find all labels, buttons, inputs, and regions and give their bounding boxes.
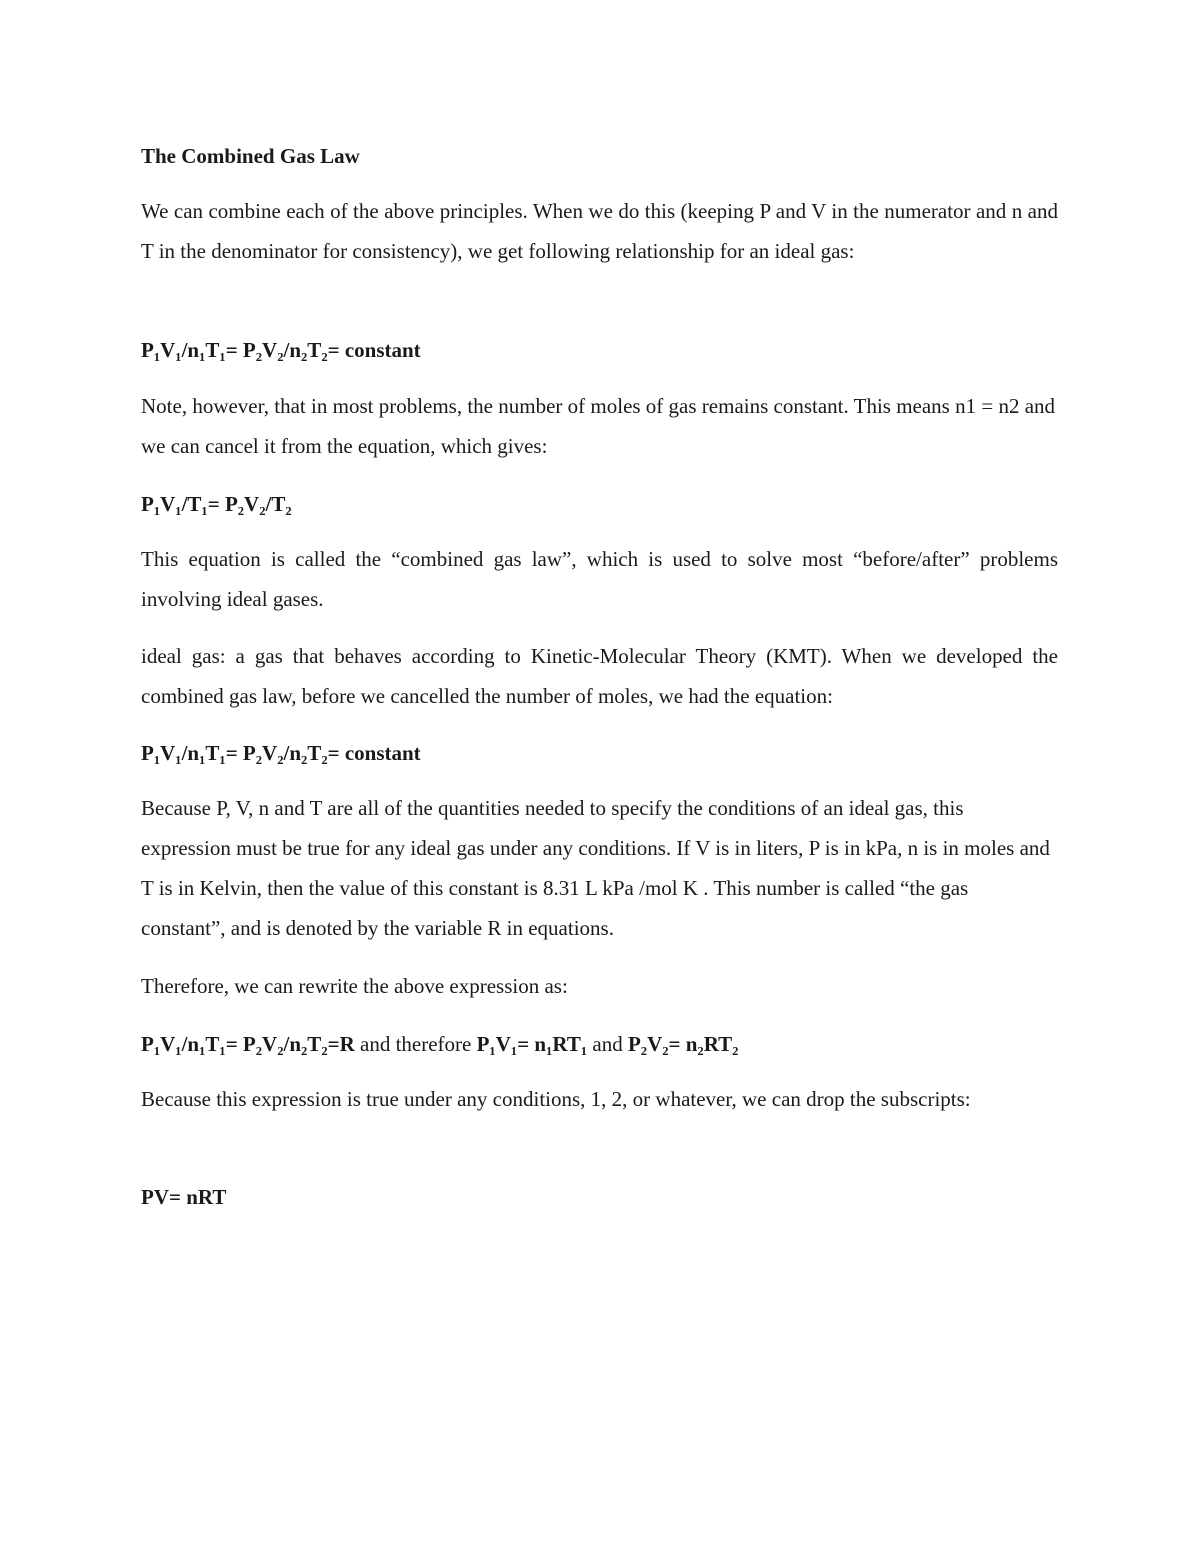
- paragraph-block-4: [141, 636, 1058, 716]
- equation-2: P₁V₁/T₁= P₂V₂/T₂: [141, 492, 292, 516]
- paragraph-block-5: [141, 788, 1058, 948]
- paragraph-6: Therefore, we can rewrite the above expression as:: [141, 974, 568, 998]
- heading-block: [141, 143, 1058, 169]
- equation-block-1: [141, 337, 1058, 363]
- paragraph-block-6: [141, 966, 1058, 1006]
- equation-block-4: [141, 1031, 1058, 1057]
- equation-4-connector: and therefore: [354, 1032, 477, 1056]
- equation-block-3: [141, 740, 1058, 766]
- equation-4-part-1: P₁V₁/n₁T₁= P₂V₂/n₂T₂=R: [141, 1032, 355, 1056]
- equation-3: P₁V₁/n₁T₁= P₂V₂/n₂T₂= constant: [141, 741, 421, 765]
- paragraph-2: Note, however, that in most problems, the number of moles of gas remains constant. This means n1 = n2 and we can cancel it from the equation, which gives:: [141, 394, 1056, 458]
- paragraph-block-3: [141, 539, 1058, 619]
- paragraph-1: We can combine each of the above principles. When we do this (keeping P and V in the numerator and n and T in the denominator for consistency), we get following relationship for an ideal gas:: [141, 199, 1058, 263]
- paragraph-7: Because this expression is true under any conditions, 1, 2, or whatever, we can drop the subscripts:: [141, 1087, 971, 1111]
- equation-block-5: [141, 1184, 1058, 1210]
- equation-block-2: [141, 491, 1058, 517]
- paragraph-3: This equation is called the “combined gas law”, which is used to solve most “before/after” problems involving ideal gases.: [141, 547, 1058, 611]
- document-title: The Combined Gas Law: [141, 144, 360, 168]
- paragraph-block-7: [141, 1079, 1058, 1119]
- paragraph-4: ideal gas: a gas that behaves according to Kinetic-Molecular Theory (KMT). When we developed the combined gas law, before we cancelled the number of moles, we had the equation:: [141, 644, 1058, 708]
- paragraph-block-2: [141, 386, 1058, 466]
- equation-4-part-3: P₂V₂= n₂RT₂: [627, 1032, 739, 1056]
- paragraph-5: Because P, V, n and T are all of the quantities needed to specify the conditions of an ideal gas, this expression must be true for any ideal gas under any conditions. If V is in liters, P is in kPa, n is in moles and T is in Kelvin, then the value of this constant is 8.31 L kPa /mol K . This number is called “the gas constant”, and is denoted by the variable R in equations.: [141, 796, 1050, 940]
- equation-4-and: and: [587, 1032, 628, 1056]
- equation-4: [141, 1031, 1058, 1057]
- equation-1: P₁V₁/n₁T₁= P₂V₂/n₂T₂= constant: [141, 338, 421, 362]
- equation-4-part-2: P₁V₁= n₁RT₁: [476, 1032, 588, 1056]
- paragraph-block-1: [141, 191, 1058, 271]
- equation-5: PV= nRT: [141, 1185, 227, 1209]
